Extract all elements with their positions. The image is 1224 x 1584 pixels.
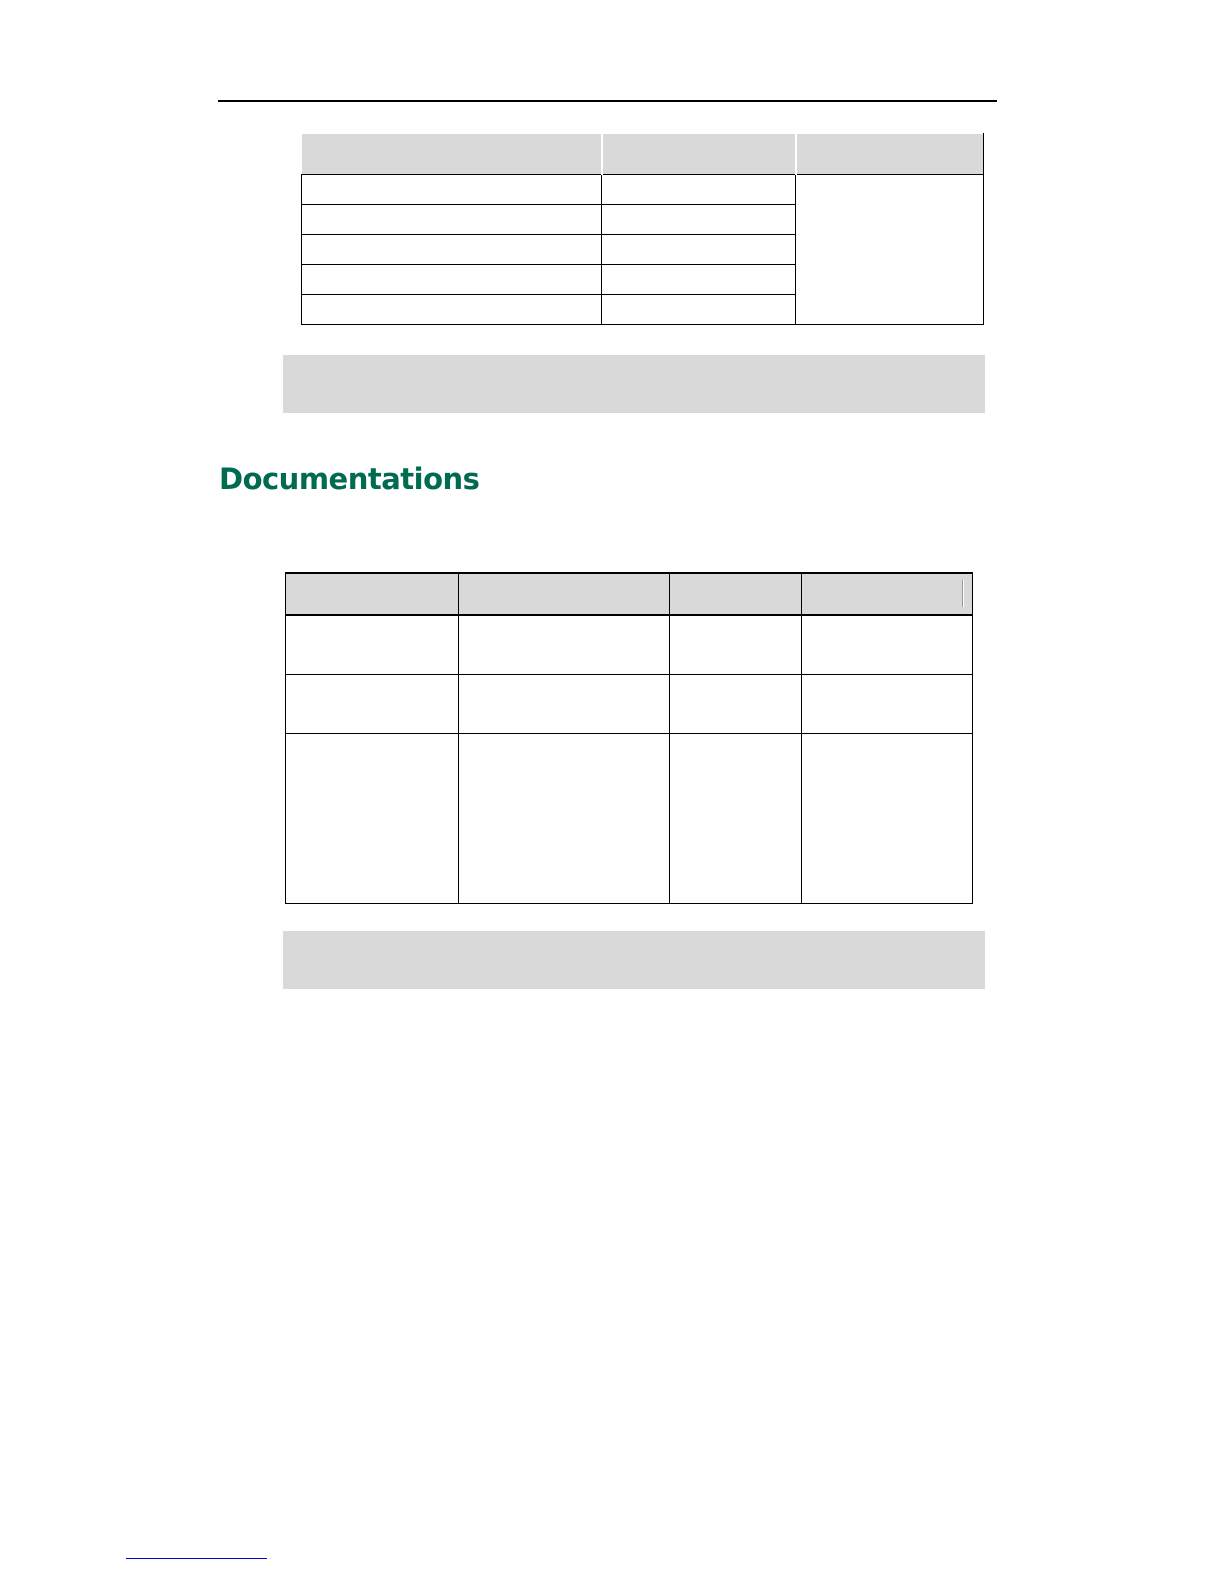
table-row xyxy=(286,734,973,904)
table-cell xyxy=(602,265,796,295)
table-header-cell xyxy=(302,134,602,175)
table-cell xyxy=(302,295,602,325)
table-header-row xyxy=(286,573,973,615)
table-cell xyxy=(802,734,973,904)
table-header-cell xyxy=(802,573,973,615)
table-cell xyxy=(602,295,796,325)
note-box xyxy=(283,355,985,413)
note-box xyxy=(283,931,985,989)
header-rule xyxy=(218,100,997,102)
table-cell xyxy=(302,175,602,205)
table-cell xyxy=(302,205,602,235)
table-cell xyxy=(602,235,796,265)
table-cell xyxy=(802,615,973,675)
table-cell xyxy=(602,175,796,205)
table-cell xyxy=(459,675,670,734)
table-cell-merged xyxy=(796,175,984,325)
table-cell xyxy=(602,205,796,235)
table-header-cell xyxy=(602,134,796,175)
table-cell xyxy=(670,615,802,675)
table-cell xyxy=(670,675,802,734)
table-header-cell xyxy=(796,134,984,175)
table-row xyxy=(286,615,973,675)
table-cell xyxy=(459,734,670,904)
table-cell xyxy=(302,265,602,295)
table-cell xyxy=(286,734,459,904)
table-header-cell xyxy=(670,573,802,615)
table-header-cell xyxy=(459,573,670,615)
table-row xyxy=(302,175,984,205)
spec-table xyxy=(301,133,984,325)
section-heading: Documentations xyxy=(219,462,480,496)
table-cell xyxy=(286,615,459,675)
table-cell xyxy=(286,675,459,734)
table-header-cell xyxy=(286,573,459,615)
footer-link[interactable] xyxy=(126,1558,267,1559)
documentation-table xyxy=(285,572,973,904)
table-cell xyxy=(302,235,602,265)
table-header-row xyxy=(302,134,984,175)
table-cell xyxy=(459,615,670,675)
table-cell xyxy=(802,675,973,734)
table-row xyxy=(286,675,973,734)
table-cell xyxy=(670,734,802,904)
